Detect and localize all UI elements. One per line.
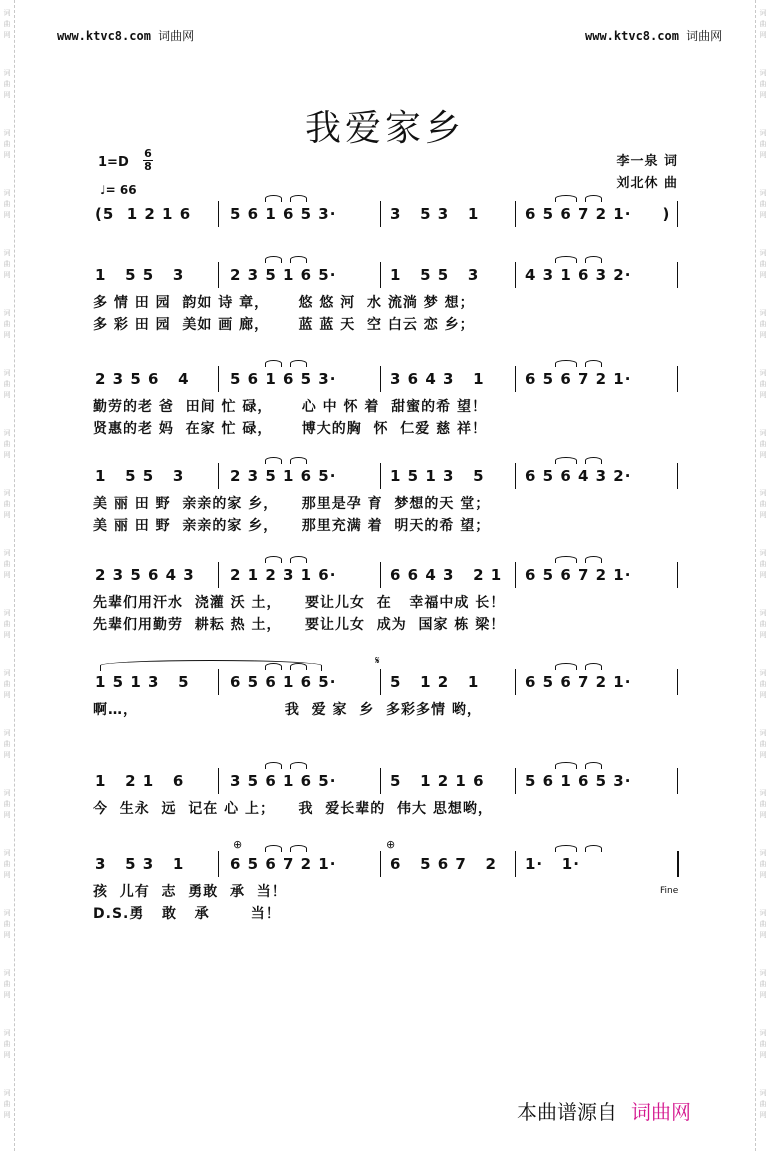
- composer-credit: 刘北休 曲: [616, 176, 678, 191]
- measure-notes: 3 6 4 3 1: [390, 370, 485, 388]
- watermark-text: 词曲网: [3, 429, 11, 459]
- watermark-text: 词曲网: [3, 189, 11, 219]
- slur-tie: [585, 195, 602, 202]
- bar-line: [380, 562, 381, 588]
- measure-notes: 1 5 1 3 5: [390, 467, 485, 485]
- bar-line: [515, 851, 516, 877]
- watermark-text: 词曲网: [3, 729, 11, 759]
- watermark-text: 词曲网: [759, 489, 767, 519]
- bar-line: [677, 851, 679, 877]
- lyrics-verse-2: D.S.勇 敢 承 当！: [93, 906, 281, 922]
- watermark-text: 词曲网: [3, 249, 11, 279]
- watermark-text: 词曲网: [759, 549, 767, 579]
- segno-sign: 𝄋: [375, 654, 380, 667]
- bar-line: [380, 262, 381, 288]
- measure-notes: 6 5 6 7 2 1·: [230, 855, 337, 873]
- bar-line: [677, 562, 678, 588]
- slur-tie: [290, 360, 307, 367]
- slur-tie: [585, 457, 602, 464]
- slur-tie: [290, 845, 307, 852]
- measure-notes: 5 6 1 6 5 3·: [525, 772, 632, 790]
- slur-tie: [265, 556, 282, 563]
- source-footer: [517, 1096, 691, 1125]
- bar-line: [218, 562, 219, 588]
- slur-tie: [265, 762, 282, 769]
- lyrics-verse-1: 先辈们用汗水 浇灌 沃 土， 要让儿女 在 幸福中成 长！: [93, 595, 506, 611]
- bar-line: [380, 201, 381, 227]
- measure-notes: 2 3 5 1 6 5·: [230, 266, 337, 284]
- watermark-text: 词曲网: [3, 369, 11, 399]
- slur-tie: [555, 845, 577, 852]
- slur-tie: [265, 195, 282, 202]
- measure-notes: 6 5 6 7 2 1·: [525, 370, 632, 388]
- watermark-text: 词曲网: [759, 9, 767, 39]
- lyrics-verse-2: 美 丽 田 野 亲亲的家 乡， 那里充满 着 明天的希 望；: [93, 518, 491, 534]
- measure-notes: 6 6 4 3 2 1: [390, 566, 503, 584]
- slur-tie: [555, 256, 577, 263]
- bar-line: [677, 669, 678, 695]
- measure-notes: 3 5 3 1: [390, 205, 480, 223]
- slur-tie: [585, 663, 602, 670]
- watermark-text: 词曲网: [759, 369, 767, 399]
- watermark-text: 词曲网: [759, 1089, 767, 1119]
- watermark-text: 词曲网: [759, 69, 767, 99]
- bar-line: [380, 366, 381, 392]
- slur-tie: [585, 762, 602, 769]
- bar-line: [380, 768, 381, 794]
- watermark-text: 词曲网: [759, 909, 767, 939]
- bar-line: [380, 851, 381, 877]
- slur-tie: [585, 556, 602, 563]
- slur-tie: [555, 762, 577, 769]
- site-link-left[interactable]: www.ktvc8.com 词曲网: [57, 29, 195, 43]
- slur-tie: [290, 556, 307, 563]
- measure-notes: 1 5 1 3 5: [95, 673, 190, 691]
- key-signature: 1=D: [98, 155, 129, 170]
- slur-tie: [290, 195, 307, 202]
- watermark-text: 词曲网: [3, 489, 11, 519]
- watermark-text: 词曲网: [759, 609, 767, 639]
- tempo-mark: ♩= 66: [100, 183, 137, 197]
- slur-tie: [555, 360, 577, 367]
- bar-line: [515, 201, 516, 227]
- bar-line: [515, 562, 516, 588]
- slur-tie: [585, 845, 602, 852]
- watermark-text: 词曲网: [759, 849, 767, 879]
- slur-tie: [265, 457, 282, 464]
- bar-line: [218, 201, 219, 227]
- measure-notes: 5 6 1 6 5 3·: [230, 370, 337, 388]
- slur-tie: [265, 256, 282, 263]
- slur-tie: [555, 556, 577, 563]
- bar-line: [515, 366, 516, 392]
- site-link-right[interactable]: www.ktvc8.com 词曲网: [585, 29, 723, 43]
- measure-notes: 4 3 1 6 3 2·: [525, 266, 632, 284]
- slur-tie: [585, 360, 602, 367]
- measure-notes: 6 5 6 7 2 1·: [525, 566, 632, 584]
- watermark-text: 词曲网: [3, 669, 11, 699]
- measure-notes: 5 1 2 1 6: [390, 772, 485, 790]
- watermark-text: 词曲网: [759, 189, 767, 219]
- watermark-text: 词曲网: [3, 609, 11, 639]
- bar-line: [218, 669, 219, 695]
- watermark-text: 词曲网: [3, 309, 11, 339]
- lyrics-verse-1: 孩 儿有 志 勇敢 承 当！: [93, 884, 287, 900]
- bar-line: [515, 262, 516, 288]
- watermark-text: 词曲网: [3, 9, 11, 39]
- watermark-text: 词曲网: [759, 669, 767, 699]
- measure-notes: 6 5 6 4 3 2·: [525, 467, 632, 485]
- lyrics-verse-1: 勤劳的老 爸 田间 忙 碌， 心 中 怀 着 甜蜜的希 望！: [93, 399, 487, 415]
- bar-line: [380, 463, 381, 489]
- time-signature: 6 8: [144, 147, 152, 173]
- slur-tie: [555, 457, 577, 464]
- lyrics-verse-1: 啊…， 我 爱 家 乡 多彩多情 哟，: [93, 702, 482, 718]
- lyrics-verse-1: 美 丽 田 野 亲亲的家 乡， 那里是孕 育 梦想的天 堂；: [93, 496, 491, 512]
- fine-mark: Fine: [660, 886, 679, 896]
- lyrics-verse-2: 贤惠的老 妈 在家 忙 碌， 博大的胸 怀 仁爱 慈 祥！: [93, 421, 487, 437]
- bar-line: [218, 366, 219, 392]
- measure-notes: 2 3 5 6 4 3: [95, 566, 195, 584]
- watermark-text: 词曲网: [759, 429, 767, 459]
- bar-line: [677, 262, 678, 288]
- measure-notes: 6 5 6 7 2: [390, 855, 497, 873]
- slur-tie: [265, 845, 282, 852]
- measure-notes: 3 5 6 1 6 5·: [230, 772, 337, 790]
- watermark-text: 词曲网: [759, 1029, 767, 1059]
- bar-line: [218, 262, 219, 288]
- measure-notes: 6 5 6 7 2 1· ): [525, 205, 671, 223]
- watermark-text: 词曲网: [3, 69, 11, 99]
- watermark-text: 词曲网: [3, 909, 11, 939]
- bar-line: [677, 463, 678, 489]
- slur-tie: [290, 256, 307, 263]
- measure-notes: 6 5 6 7 2 1·: [525, 673, 632, 691]
- measure-notes: 1· 1·: [525, 855, 580, 873]
- watermark-text: 词曲网: [759, 969, 767, 999]
- bar-line: [218, 851, 219, 877]
- bar-line: [218, 768, 219, 794]
- measure-notes: 1 5 5 3: [95, 266, 185, 284]
- coda-sign: ⊕: [233, 838, 243, 851]
- lyrics-verse-1: 今 生永 远 记在 心 上； 我 爱长辈的 伟大 思想哟，: [93, 801, 493, 817]
- measure-notes: 1 5 5 3: [95, 467, 185, 485]
- coda-sign: ⊕: [386, 838, 396, 851]
- measure-notes: (5 1 2 1 6: [95, 205, 192, 223]
- slur-tie: [265, 360, 282, 367]
- song-title: 我爱家乡: [304, 108, 465, 149]
- measure-notes: 5 1 2 1: [390, 673, 480, 691]
- slur-tie: [555, 663, 577, 670]
- watermark-text: 词曲网: [3, 1029, 11, 1059]
- measure-notes: 6 5 6 1 6 5·: [230, 673, 337, 691]
- bar-line: [677, 366, 678, 392]
- slur-tie: [290, 762, 307, 769]
- slur-tie: [585, 256, 602, 263]
- watermark-text: 词曲网: [759, 729, 767, 759]
- watermark-text: 词曲网: [759, 129, 767, 159]
- bar-line: [380, 669, 381, 695]
- source-label: 本曲谱源自: [517, 1100, 617, 1124]
- measure-notes: 1 2 1 6: [95, 772, 185, 790]
- watermark-text: 词曲网: [759, 789, 767, 819]
- watermark-text: 词曲网: [3, 849, 11, 879]
- slur-tie: [555, 195, 577, 202]
- lyricist-credit: 李一泉 词: [616, 154, 678, 169]
- bar-line: [677, 768, 678, 794]
- measure-notes: 3 5 3 1: [95, 855, 185, 873]
- bar-line: [515, 768, 516, 794]
- measure-notes: 5 6 1 6 5 3·: [230, 205, 337, 223]
- lyrics-verse-1: 多 情 田 园 韵如 诗 章， 悠 悠 河 水 流淌 梦 想；: [93, 295, 475, 311]
- bar-line: [677, 201, 678, 227]
- measure-notes: 1 5 5 3: [390, 266, 480, 284]
- slur-tie: [290, 457, 307, 464]
- measure-notes: 2 3 5 6 4: [95, 370, 190, 388]
- measure-notes: 2 1 2 3 1 6·: [230, 566, 337, 584]
- bar-line: [218, 463, 219, 489]
- watermark-text: 词曲网: [3, 789, 11, 819]
- bar-line: [515, 463, 516, 489]
- watermark-text: 词曲网: [759, 249, 767, 279]
- measure-notes: 2 3 5 1 6 5·: [230, 467, 337, 485]
- long-slur: [100, 660, 322, 671]
- lyrics-verse-2: 多 彩 田 园 美如 画 廊， 蓝 蓝 天 空 白云 恋 乡；: [93, 317, 475, 333]
- watermark-text: 词曲网: [3, 969, 11, 999]
- watermark-text: 词曲网: [3, 129, 11, 159]
- lyrics-verse-2: 先辈们用勤劳 耕耘 热 土， 要让儿女 成为 国家 栋 梁！: [93, 617, 506, 633]
- watermark-text: 词曲网: [3, 549, 11, 579]
- bar-line: [515, 669, 516, 695]
- brand-link[interactable]: 词曲网: [631, 1100, 691, 1124]
- watermark-text: 词曲网: [3, 1089, 11, 1119]
- watermark-text: 词曲网: [759, 309, 767, 339]
